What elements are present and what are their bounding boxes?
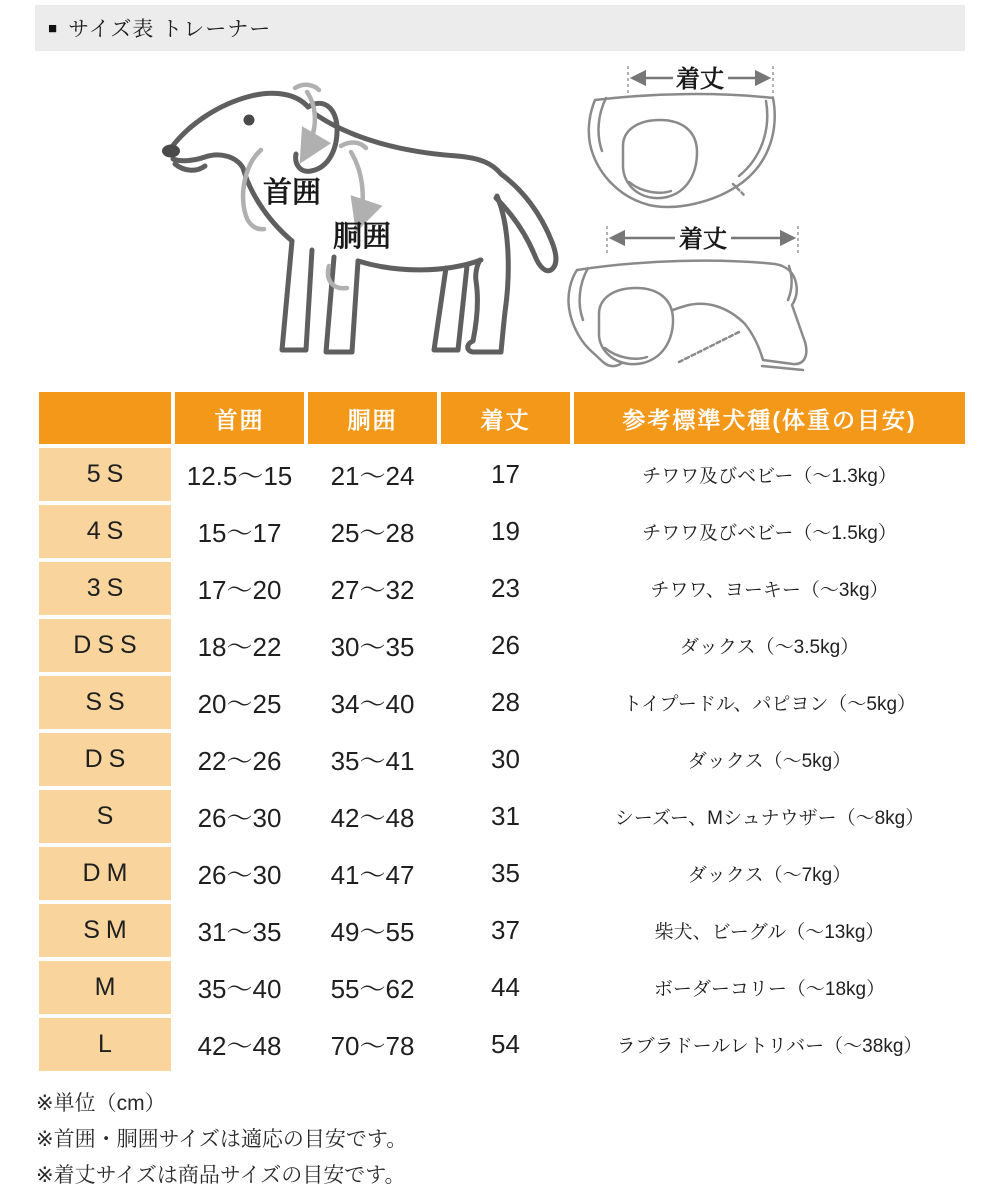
table-row [37,845,967,902]
table-row [37,902,967,959]
size-cell: L [37,1016,173,1073]
length-value: 19 [439,503,572,560]
table-row [37,1016,967,1073]
size-column-header [37,390,173,446]
size-cell: 5S [37,446,173,503]
size-cell: 4S [37,503,173,560]
table-row [37,503,967,560]
dog-face-details [162,115,255,158]
table-row [37,617,967,674]
breed-value: シーズー、Mシュナウザー（〜8kg） [572,788,967,845]
chest-value: 55〜62 [306,959,439,1016]
breed-value: トイプードル、パピヨン（〜5kg） [572,674,967,731]
size-cell: 3S [37,560,173,617]
chest-value: 27〜32 [306,560,439,617]
shirt-outline [589,94,775,207]
chest-value: 49〜55 [306,902,439,959]
size-cell: SS [37,674,173,731]
neck-value: 22〜26 [173,731,306,788]
breed-value: 柴犬、ビーグル（〜13kg） [572,902,967,959]
neck-value: 18〜22 [173,617,306,674]
breed-column-header: 参考標準犬種(体重の目安) [572,390,967,446]
size-cell: DS [37,731,173,788]
breed-value: ラブラドールレトリバー（〜38kg） [572,1016,967,1073]
chest-value: 70〜78 [306,1016,439,1073]
header-row [37,390,967,446]
table-row [37,560,967,617]
chest-value: 25〜28 [306,503,439,560]
neck-value: 20〜25 [173,674,306,731]
table-row [37,446,967,503]
suit-length-label: 着丈 [679,226,727,253]
table-row [37,674,967,731]
size-cell: M [37,959,173,1016]
breed-value: ダックス（〜5kg） [572,731,967,788]
breed-value: チワワ、ヨーキー（〜3kg） [572,560,967,617]
length-value: 30 [439,731,572,788]
breed-value: ダックス（〜7kg） [572,845,967,902]
neck-value: 26〜30 [173,788,306,845]
neck-value: 26〜30 [173,845,306,902]
note-unit: ※単位（cm） [36,1092,166,1115]
length-value: 37 [439,902,572,959]
page-title: サイズ表 トレーナー [68,18,272,41]
neck-value: 12.5〜15 [173,446,306,503]
chest-girth-label: 胴囲 [333,221,392,253]
length-value: 44 [439,959,572,1016]
length-value: 54 [439,1016,572,1073]
size-cell: DM [37,845,173,902]
shirt-length-label: 着丈 [676,66,724,93]
size-cell: SM [37,902,173,959]
chest-value: 21〜24 [306,446,439,503]
breed-value: ダックス（〜3.5kg） [572,617,967,674]
neck-value: 35〜40 [173,959,306,1016]
chest-value: 30〜35 [306,617,439,674]
suit-length-diagram [553,216,863,381]
length-value: 26 [439,617,572,674]
suit-outline [568,261,806,370]
section-title-bar [35,5,965,51]
length-value: 17 [439,446,572,503]
chest-value: 42〜48 [306,788,439,845]
length-dimension-arrow [607,226,798,256]
neck-value: 17〜20 [173,560,306,617]
note-girth-guide: ※首囲・胴囲サイズは適応の目安です。 [36,1128,408,1151]
size-cell: S [37,788,173,845]
breed-value: ボーダーコリー（〜18kg） [572,959,967,1016]
breed-value: チワワ及びベビー（〜1.5kg） [572,503,967,560]
footnotes [36,1086,407,1194]
size-table [35,388,969,1075]
length-value: 28 [439,674,572,731]
chest-column-header: 胴囲 [306,390,439,446]
table-row [37,959,967,1016]
neck-column-header: 首囲 [173,390,306,446]
shirt-length-diagram [563,56,863,216]
note-length-guide: ※着丈サイズは商品サイズの目安です。 [36,1164,406,1187]
square-bullet-icon: ■ [48,19,58,37]
neck-girth-label: 首囲 [263,177,322,209]
dog-measurement-illustration [145,62,565,377]
table-row [37,788,967,845]
neck-value: 42〜48 [173,1016,306,1073]
length-value: 23 [439,560,572,617]
length-value: 35 [439,845,572,902]
chest-value: 41〜47 [306,845,439,902]
size-cell: DSS [37,617,173,674]
chest-value: 35〜41 [306,731,439,788]
length-value: 31 [439,788,572,845]
neck-value: 15〜17 [173,503,306,560]
breed-value: チワワ及びベビー（〜1.3kg） [572,446,967,503]
neck-value: 31〜35 [173,902,306,959]
length-column-header: 着丈 [439,390,572,446]
table-row [37,731,967,788]
chest-value: 34〜40 [306,674,439,731]
